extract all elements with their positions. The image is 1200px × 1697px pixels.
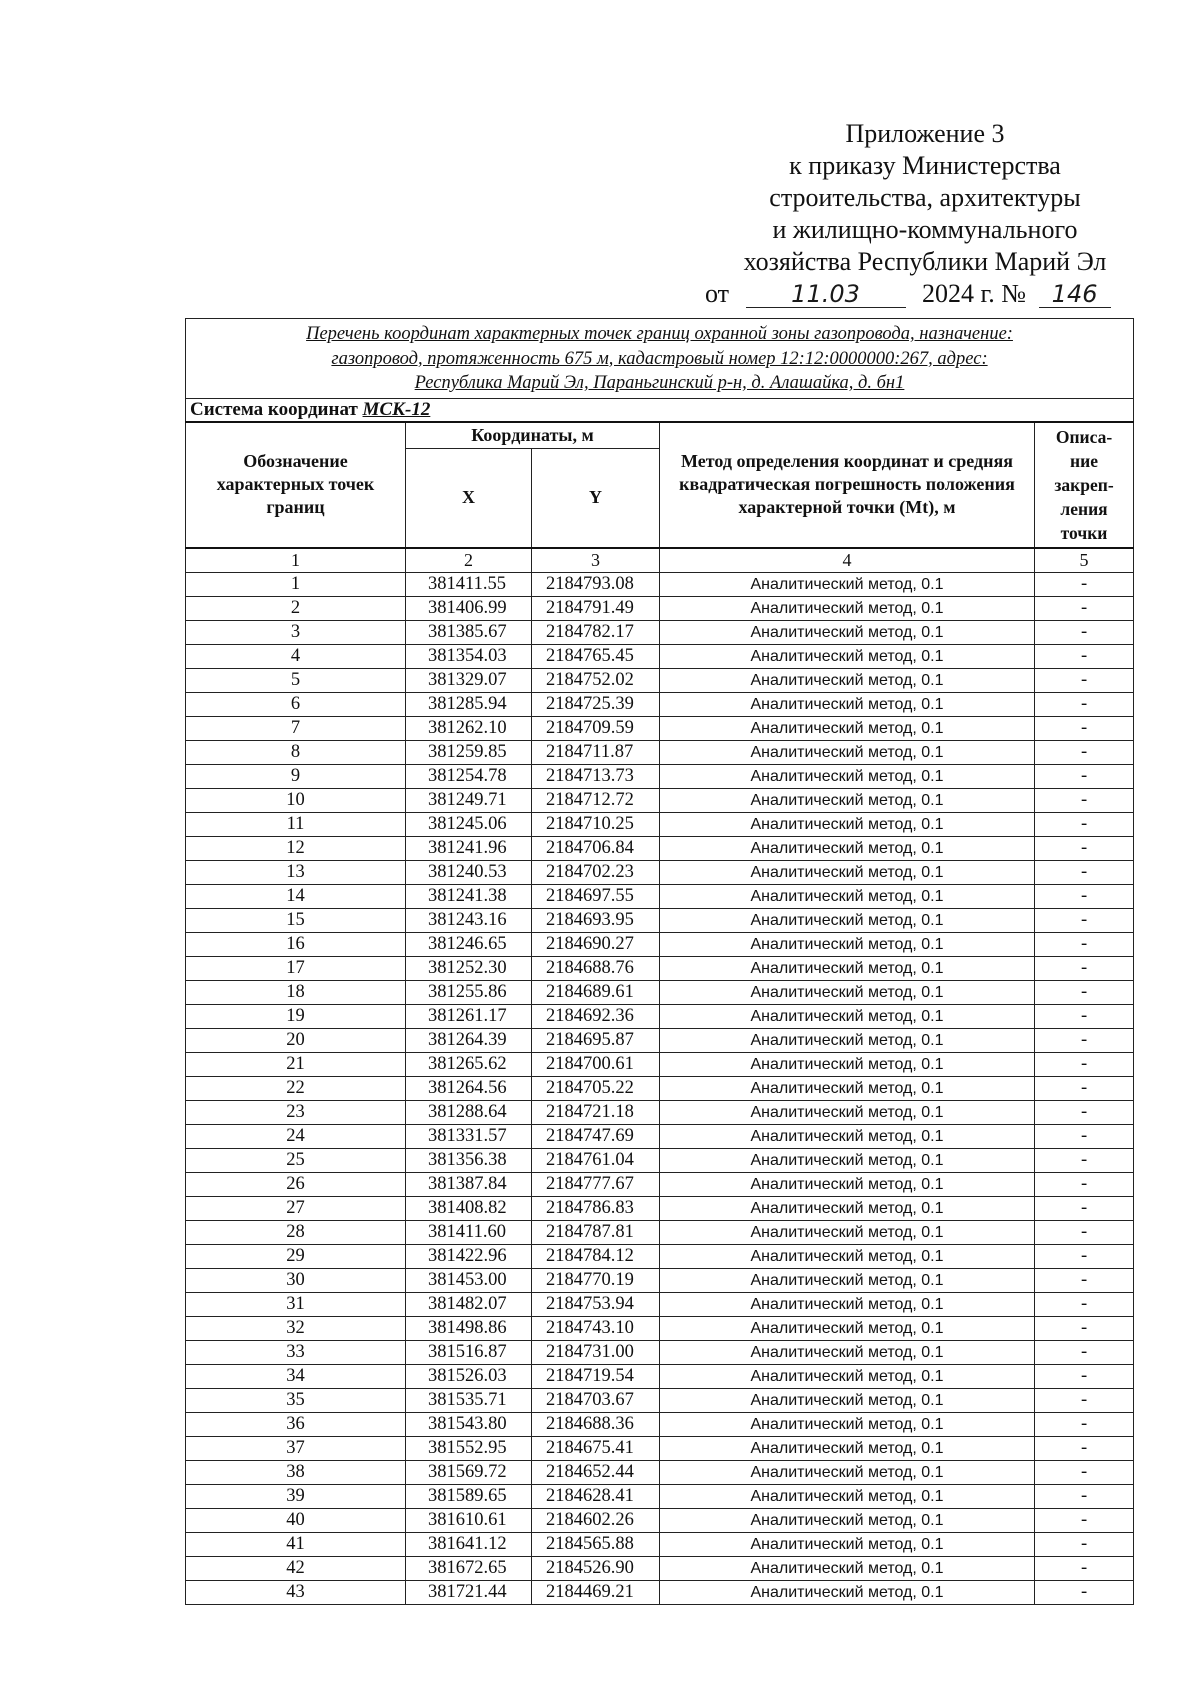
table-row [186, 1101, 1134, 1125]
point-id-cell: 43 [186, 1581, 406, 1605]
y-coordinate-cell: 2184709.59 [532, 717, 660, 741]
y-coordinate-cell: 2184721.18 [532, 1101, 660, 1125]
description-cell: - [1035, 597, 1134, 621]
method-cell: Аналитический метод, 0.1 [660, 1173, 1035, 1197]
y-coordinate-cell: 2184703.67 [532, 1389, 660, 1413]
method-cell: Аналитический метод, 0.1 [660, 1437, 1035, 1461]
description-cell: - [1035, 1341, 1134, 1365]
y-coordinate-cell: 2184793.08 [532, 573, 660, 597]
method-cell: Аналитический метод, 0.1 [660, 621, 1035, 645]
point-id-cell: 15 [186, 909, 406, 933]
y-coordinate-cell: 2184787.81 [532, 1221, 660, 1245]
point-id-cell: 34 [186, 1365, 406, 1389]
description-cell: - [1035, 1269, 1134, 1293]
x-coordinate-cell: 381641.12 [406, 1533, 532, 1557]
table-row [186, 1245, 1134, 1269]
y-coordinate-cell: 2184675.41 [532, 1437, 660, 1461]
description-cell: - [1035, 909, 1134, 933]
description-cell: - [1035, 1005, 1134, 1029]
x-coordinate-cell: 381552.95 [406, 1437, 532, 1461]
header-method: Метод определения координат и средняя квадратическая погрешность положения характерной точки (Mt), м [660, 422, 1035, 549]
method-cell: Аналитический метод, 0.1 [660, 573, 1035, 597]
point-id-cell: 6 [186, 693, 406, 717]
x-coordinate-cell: 381543.80 [406, 1413, 532, 1437]
x-coordinate-cell: 381453.00 [406, 1269, 532, 1293]
method-cell: Аналитический метод, 0.1 [660, 597, 1035, 621]
method-cell: Аналитический метод, 0.1 [660, 813, 1035, 837]
table-row [186, 741, 1134, 765]
table-row [186, 1077, 1134, 1101]
table-row [186, 933, 1134, 957]
table-row [186, 1317, 1134, 1341]
y-coordinate-cell: 2184725.39 [532, 693, 660, 717]
description-cell: - [1035, 1077, 1134, 1101]
description-cell: - [1035, 837, 1134, 861]
appendix-line: и жилищно-коммунального [772, 215, 1078, 244]
handwritten-date: 11.03 [746, 281, 906, 308]
method-cell: Аналитический метод, 0.1 [660, 1101, 1035, 1125]
table-row [186, 1581, 1134, 1605]
table-row [186, 1149, 1134, 1173]
method-cell: Аналитический метод, 0.1 [660, 837, 1035, 861]
table-row [186, 1221, 1134, 1245]
appendix-line: к приказу Министерства [789, 151, 1061, 180]
x-coordinate-cell: 381265.62 [406, 1053, 532, 1077]
y-coordinate-cell: 2184713.73 [532, 765, 660, 789]
y-coordinate-cell: 2184765.45 [532, 645, 660, 669]
x-coordinate-cell: 381354.03 [406, 645, 532, 669]
caption-line: Республика Марий Эл, Параньгинский р-н, д. Алашайка, д. бн1 [414, 373, 905, 393]
method-cell: Аналитический метод, 0.1 [660, 1149, 1035, 1173]
x-coordinate-cell: 381569.72 [406, 1461, 532, 1485]
y-coordinate-cell: 2184731.00 [532, 1341, 660, 1365]
x-coordinate-cell: 381241.96 [406, 837, 532, 861]
description-cell: - [1035, 1509, 1134, 1533]
description-cell: - [1035, 1293, 1134, 1317]
description-cell: - [1035, 933, 1134, 957]
y-coordinate-cell: 2184565.88 [532, 1533, 660, 1557]
description-cell: - [1035, 1413, 1134, 1437]
description-cell: - [1035, 1245, 1134, 1269]
method-cell: Аналитический метод, 0.1 [660, 1581, 1035, 1605]
description-cell: - [1035, 765, 1134, 789]
point-id-cell: 31 [186, 1293, 406, 1317]
method-cell: Аналитический метод, 0.1 [660, 1341, 1035, 1365]
x-coordinate-cell: 381411.60 [406, 1221, 532, 1245]
x-coordinate-cell: 381672.65 [406, 1557, 532, 1581]
table-row [186, 1389, 1134, 1413]
method-cell: Аналитический метод, 0.1 [660, 1005, 1035, 1029]
y-coordinate-cell: 2184692.36 [532, 1005, 660, 1029]
table-row [186, 669, 1134, 693]
point-id-cell: 26 [186, 1173, 406, 1197]
x-coordinate-cell: 381331.57 [406, 1125, 532, 1149]
method-cell: Аналитический метод, 0.1 [660, 981, 1035, 1005]
coordinate-system-label: Система координат [190, 398, 358, 420]
x-coordinate-cell: 381516.87 [406, 1341, 532, 1365]
point-id-cell: 24 [186, 1125, 406, 1149]
table-row [186, 1413, 1134, 1437]
x-coordinate-cell: 381264.39 [406, 1029, 532, 1053]
table-row [186, 693, 1134, 717]
method-cell: Аналитический метод, 0.1 [660, 1077, 1035, 1101]
method-cell: Аналитический метод, 0.1 [660, 765, 1035, 789]
x-coordinate-cell: 381249.71 [406, 789, 532, 813]
y-coordinate-cell: 2184784.12 [532, 1245, 660, 1269]
description-cell: - [1035, 1173, 1134, 1197]
point-id-cell: 25 [186, 1149, 406, 1173]
description-cell: - [1035, 1125, 1134, 1149]
x-coordinate-cell: 381356.38 [406, 1149, 532, 1173]
point-id-cell: 33 [186, 1341, 406, 1365]
description-cell: - [1035, 1485, 1134, 1509]
x-coordinate-cell: 381259.85 [406, 741, 532, 765]
table-row [186, 1365, 1134, 1389]
table-row [186, 1341, 1134, 1365]
coordinates-table [185, 318, 1134, 1605]
table-row [186, 717, 1134, 741]
point-id-cell: 7 [186, 717, 406, 741]
point-id-cell: 4 [186, 645, 406, 669]
table-row [186, 621, 1134, 645]
column-number: 3 [532, 548, 660, 573]
x-coordinate-cell: 381498.86 [406, 1317, 532, 1341]
x-coordinate-cell: 381329.07 [406, 669, 532, 693]
point-id-cell: 9 [186, 765, 406, 789]
table-row [186, 645, 1134, 669]
description-cell: - [1035, 1533, 1134, 1557]
description-cell: - [1035, 885, 1134, 909]
y-coordinate-cell: 2184469.21 [532, 1581, 660, 1605]
y-coordinate-cell: 2184689.61 [532, 981, 660, 1005]
description-cell: - [1035, 1029, 1134, 1053]
point-id-cell: 20 [186, 1029, 406, 1053]
method-cell: Аналитический метод, 0.1 [660, 1269, 1035, 1293]
table-row [186, 1053, 1134, 1077]
x-coordinate-cell: 381721.44 [406, 1581, 532, 1605]
x-coordinate-cell: 381285.94 [406, 693, 532, 717]
table-row [186, 837, 1134, 861]
column-number: 2 [406, 548, 532, 573]
table-row [186, 1173, 1134, 1197]
x-coordinate-cell: 381535.71 [406, 1389, 532, 1413]
method-cell: Аналитический метод, 0.1 [660, 645, 1035, 669]
x-coordinate-cell: 381610.61 [406, 1509, 532, 1533]
y-coordinate-cell: 2184777.67 [532, 1173, 660, 1197]
y-coordinate-cell: 2184782.17 [532, 621, 660, 645]
y-coordinate-cell: 2184693.95 [532, 909, 660, 933]
y-coordinate-cell: 2184628.41 [532, 1485, 660, 1509]
point-id-cell: 32 [186, 1317, 406, 1341]
point-id-cell: 30 [186, 1269, 406, 1293]
x-coordinate-cell: 381385.67 [406, 621, 532, 645]
point-id-cell: 16 [186, 933, 406, 957]
method-cell: Аналитический метод, 0.1 [660, 933, 1035, 957]
x-coordinate-cell: 381243.16 [406, 909, 532, 933]
y-coordinate-cell: 2184697.55 [532, 885, 660, 909]
y-coordinate-cell: 2184700.61 [532, 1053, 660, 1077]
method-cell: Аналитический метод, 0.1 [660, 1533, 1035, 1557]
y-coordinate-cell: 2184743.10 [532, 1317, 660, 1341]
y-coordinate-cell: 2184688.36 [532, 1413, 660, 1437]
y-coordinate-cell: 2184770.19 [532, 1269, 660, 1293]
point-id-cell: 14 [186, 885, 406, 909]
method-cell: Аналитический метод, 0.1 [660, 957, 1035, 981]
point-id-cell: 3 [186, 621, 406, 645]
x-coordinate-cell: 381422.96 [406, 1245, 532, 1269]
description-cell: - [1035, 1221, 1134, 1245]
y-coordinate-cell: 2184752.02 [532, 669, 660, 693]
point-id-cell: 39 [186, 1485, 406, 1509]
y-coordinate-cell: 2184786.83 [532, 1197, 660, 1221]
y-coordinate-cell: 2184695.87 [532, 1029, 660, 1053]
y-coordinate-cell: 2184602.26 [532, 1509, 660, 1533]
point-id-cell: 12 [186, 837, 406, 861]
table-row [186, 885, 1134, 909]
header-designation: Обозначение характерных точек границ [186, 422, 406, 549]
method-cell: Аналитический метод, 0.1 [660, 1197, 1035, 1221]
method-cell: Аналитический метод, 0.1 [660, 1053, 1035, 1077]
table-row [186, 1509, 1134, 1533]
column-number: 5 [1035, 548, 1134, 573]
description-cell: - [1035, 693, 1134, 717]
coordinate-system-value: МСК-12 [362, 398, 431, 420]
point-id-cell: 41 [186, 1533, 406, 1557]
table-row [186, 765, 1134, 789]
description-cell: - [1035, 669, 1134, 693]
point-id-cell: 8 [186, 741, 406, 765]
header-y: Y [532, 448, 660, 548]
point-id-cell: 13 [186, 861, 406, 885]
table-row [186, 1005, 1134, 1029]
appendix-line: хозяйства Республики Марий Эл [743, 247, 1107, 276]
point-id-cell: 37 [186, 1437, 406, 1461]
x-coordinate-cell: 381252.30 [406, 957, 532, 981]
x-coordinate-cell: 381411.55 [406, 573, 532, 597]
method-cell: Аналитический метод, 0.1 [660, 789, 1035, 813]
description-cell: - [1035, 1053, 1134, 1077]
y-coordinate-cell: 2184710.25 [532, 813, 660, 837]
description-cell: - [1035, 1437, 1134, 1461]
table-row [186, 861, 1134, 885]
description-cell: - [1035, 813, 1134, 837]
header-coordinates: Координаты, м [406, 422, 660, 449]
table-row [186, 1269, 1134, 1293]
y-coordinate-cell: 2184712.72 [532, 789, 660, 813]
point-id-cell: 17 [186, 957, 406, 981]
description-cell: - [1035, 1557, 1134, 1581]
table-row [186, 1029, 1134, 1053]
point-id-cell: 22 [186, 1077, 406, 1101]
description-cell: - [1035, 1365, 1134, 1389]
description-cell: - [1035, 645, 1134, 669]
table-row [186, 957, 1134, 981]
table-row [186, 789, 1134, 813]
header-description: Описа-ние закреп-ления точки [1035, 422, 1134, 549]
x-coordinate-cell: 381406.99 [406, 597, 532, 621]
column-number: 4 [660, 548, 1035, 573]
y-coordinate-cell: 2184652.44 [532, 1461, 660, 1485]
description-cell: - [1035, 1389, 1134, 1413]
description-cell: - [1035, 789, 1134, 813]
table-row [186, 573, 1134, 597]
x-coordinate-cell: 381408.82 [406, 1197, 532, 1221]
caption-line: газопровод, протяженность 675 м, кадастровый номер 12:12:0000000:267, адрес: [331, 348, 988, 369]
appendix-title: Приложение 3 [845, 119, 1005, 148]
description-cell: - [1035, 861, 1134, 885]
y-coordinate-cell: 2184702.23 [532, 861, 660, 885]
table-row [186, 1437, 1134, 1461]
point-id-cell: 23 [186, 1101, 406, 1125]
y-coordinate-cell: 2184711.87 [532, 741, 660, 765]
column-number-row [186, 548, 1134, 573]
x-coordinate-cell: 381526.03 [406, 1365, 532, 1389]
point-id-cell: 29 [186, 1245, 406, 1269]
x-coordinate-cell: 381261.17 [406, 1005, 532, 1029]
method-cell: Аналитический метод, 0.1 [660, 1029, 1035, 1053]
method-cell: Аналитический метод, 0.1 [660, 1293, 1035, 1317]
table-row [186, 1557, 1134, 1581]
description-cell: - [1035, 1197, 1134, 1221]
method-cell: Аналитический метод, 0.1 [660, 1509, 1035, 1533]
y-coordinate-cell: 2184791.49 [532, 597, 660, 621]
table-row [186, 1485, 1134, 1509]
description-cell: - [1035, 573, 1134, 597]
table-caption [186, 319, 1134, 399]
table-row [186, 1533, 1134, 1557]
x-coordinate-cell: 381264.56 [406, 1077, 532, 1101]
point-id-cell: 21 [186, 1053, 406, 1077]
method-cell: Аналитический метод, 0.1 [660, 1245, 1035, 1269]
description-cell: - [1035, 981, 1134, 1005]
description-cell: - [1035, 621, 1134, 645]
y-coordinate-cell: 2184526.90 [532, 1557, 660, 1581]
description-cell: - [1035, 717, 1134, 741]
description-cell: - [1035, 1149, 1134, 1173]
method-cell: Аналитический метод, 0.1 [660, 741, 1035, 765]
header-x: X [406, 448, 532, 548]
table-row [186, 981, 1134, 1005]
point-id-cell: 11 [186, 813, 406, 837]
y-coordinate-cell: 2184747.69 [532, 1125, 660, 1149]
table-row [186, 1461, 1134, 1485]
y-coordinate-cell: 2184706.84 [532, 837, 660, 861]
point-id-cell: 18 [186, 981, 406, 1005]
table-row [186, 1293, 1134, 1317]
order-date-line [690, 278, 1160, 310]
point-id-cell: 42 [186, 1557, 406, 1581]
point-id-cell: 40 [186, 1509, 406, 1533]
description-cell: - [1035, 957, 1134, 981]
method-cell: Аналитический метод, 0.1 [660, 1413, 1035, 1437]
point-id-cell: 36 [186, 1413, 406, 1437]
from-label: от [705, 279, 730, 308]
y-coordinate-cell: 2184761.04 [532, 1149, 660, 1173]
method-cell: Аналитический метод, 0.1 [660, 1125, 1035, 1149]
point-id-cell: 5 [186, 669, 406, 693]
point-id-cell: 38 [186, 1461, 406, 1485]
year-number-label: 2024 г. № [922, 279, 1027, 308]
x-coordinate-cell: 381482.07 [406, 1293, 532, 1317]
description-cell: - [1035, 1317, 1134, 1341]
table-row [186, 909, 1134, 933]
method-cell: Аналитический метод, 0.1 [660, 1221, 1035, 1245]
handwritten-order-number: 146 [1039, 281, 1111, 308]
x-coordinate-cell: 381288.64 [406, 1101, 532, 1125]
y-coordinate-cell: 2184719.54 [532, 1365, 660, 1389]
x-coordinate-cell: 381246.65 [406, 933, 532, 957]
method-cell: Аналитический метод, 0.1 [660, 717, 1035, 741]
coordinates-table-wrapper [185, 318, 1133, 1605]
appendix-line: строительства, архитектуры [769, 183, 1081, 212]
table-row [186, 1125, 1134, 1149]
method-cell: Аналитический метод, 0.1 [660, 1557, 1035, 1581]
point-id-cell: 27 [186, 1197, 406, 1221]
method-cell: Аналитический метод, 0.1 [660, 1365, 1035, 1389]
y-coordinate-cell: 2184688.76 [532, 957, 660, 981]
point-id-cell: 19 [186, 1005, 406, 1029]
point-id-cell: 2 [186, 597, 406, 621]
appendix-header [690, 118, 1160, 310]
method-cell: Аналитический метод, 0.1 [660, 1485, 1035, 1509]
caption-line: Перечень координат характерных точек границ охранной зоны газопровода, назначение: [306, 324, 1013, 344]
x-coordinate-cell: 381255.86 [406, 981, 532, 1005]
x-coordinate-cell: 381245.06 [406, 813, 532, 837]
x-coordinate-cell: 381387.84 [406, 1173, 532, 1197]
description-cell: - [1035, 1461, 1134, 1485]
point-id-cell: 10 [186, 789, 406, 813]
method-cell: Аналитический метод, 0.1 [660, 669, 1035, 693]
y-coordinate-cell: 2184753.94 [532, 1293, 660, 1317]
description-cell: - [1035, 1581, 1134, 1605]
method-cell: Аналитический метод, 0.1 [660, 909, 1035, 933]
column-number: 1 [186, 548, 406, 573]
x-coordinate-cell: 381262.10 [406, 717, 532, 741]
description-cell: - [1035, 1101, 1134, 1125]
method-cell: Аналитический метод, 0.1 [660, 885, 1035, 909]
description-cell: - [1035, 741, 1134, 765]
x-coordinate-cell: 381240.53 [406, 861, 532, 885]
y-coordinate-cell: 2184690.27 [532, 933, 660, 957]
point-id-cell: 1 [186, 573, 406, 597]
x-coordinate-cell: 381254.78 [406, 765, 532, 789]
method-cell: Аналитический метод, 0.1 [660, 1461, 1035, 1485]
method-cell: Аналитический метод, 0.1 [660, 861, 1035, 885]
method-cell: Аналитический метод, 0.1 [660, 693, 1035, 717]
y-coordinate-cell: 2184705.22 [532, 1077, 660, 1101]
x-coordinate-cell: 381589.65 [406, 1485, 532, 1509]
coordinate-system-row [186, 398, 1134, 422]
method-cell: Аналитический метод, 0.1 [660, 1389, 1035, 1413]
x-coordinate-cell: 381241.38 [406, 885, 532, 909]
method-cell: Аналитический метод, 0.1 [660, 1317, 1035, 1341]
table-row [186, 597, 1134, 621]
point-id-cell: 28 [186, 1221, 406, 1245]
point-id-cell: 35 [186, 1389, 406, 1413]
table-row [186, 1197, 1134, 1221]
table-row [186, 813, 1134, 837]
